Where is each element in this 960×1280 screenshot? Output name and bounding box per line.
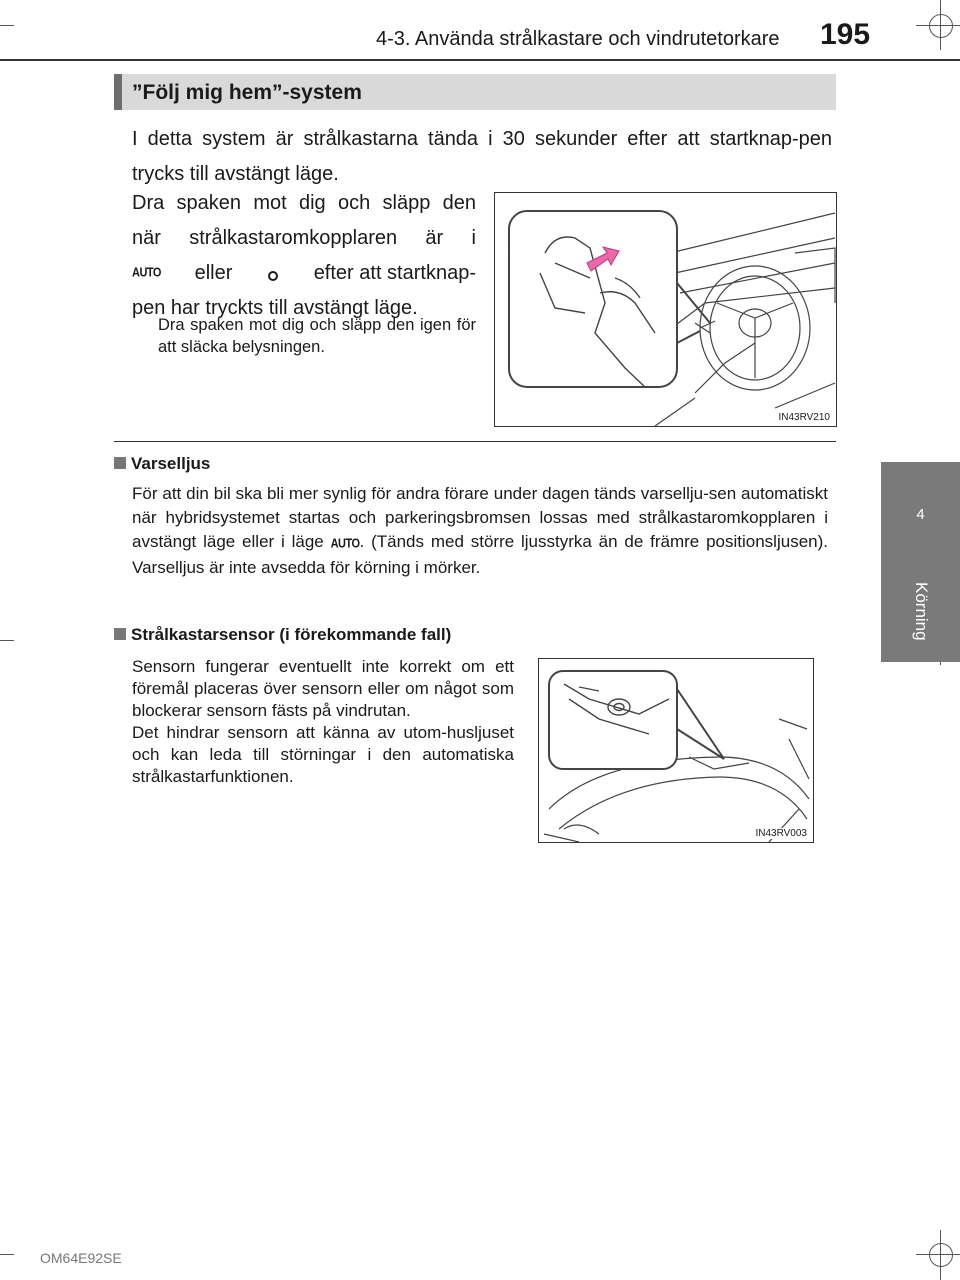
crop-mark xyxy=(0,1254,14,1255)
intro-paragraph: I detta system är strålkastarna tända i 30 sekunder efter att startknap-pen trycks till avstängt läge. xyxy=(132,128,832,185)
drl-heading-text: Varselljus xyxy=(131,454,211,473)
sensor-text: Det hindrar sensorn att känna av utom-husljuset och kan leda till störningar i den automatiska strålkastarfunktionen. xyxy=(132,723,514,786)
bullet-square xyxy=(114,457,126,469)
instruction-line: Dra spaken mot dig och släpp den xyxy=(132,192,476,214)
sensor-text: Sensorn fungerar eventuellt inte korrekt om ett föremål placeras över sensorn eller om något som blockerar sensorn fästs på vindrutan. xyxy=(132,657,514,720)
auto-mode-icon: AUTO xyxy=(330,536,360,552)
instruction-word: efter att startknap- xyxy=(313,262,476,284)
chapter-number: 4 xyxy=(916,506,925,523)
sensor-figure xyxy=(538,658,814,843)
drl-heading xyxy=(114,454,210,474)
crop-mark-circle xyxy=(929,14,953,38)
section-heading-bar xyxy=(114,74,836,110)
footer-watermark: OM64E92SE xyxy=(40,1250,122,1266)
figure-code: IN43RV210 xyxy=(778,412,830,423)
bullet-square xyxy=(114,628,126,640)
sensor-paragraph xyxy=(132,656,514,788)
section-marker xyxy=(114,74,122,110)
lever-figure xyxy=(494,192,837,427)
sensor-heading xyxy=(114,625,451,645)
instruction-line: pen har tryckts till avstängt läge. xyxy=(132,297,418,319)
drl-text: . (Tänds med större ljusstyrka än de främre positionsljusen). Varselljus är inte avsedda för körning i mörker. xyxy=(132,532,828,577)
figure-code: IN43RV003 xyxy=(755,828,807,839)
instruction-note: Dra spaken mot dig och släpp den igen för att släcka belysningen. xyxy=(158,316,476,356)
lever-illustration xyxy=(495,193,836,426)
instruction-line xyxy=(132,256,476,291)
chapter-label: Körning xyxy=(912,582,931,641)
running-header: 4-3. Använda strålkastare och vindrutetorkare xyxy=(376,28,780,50)
headlight-symbol-icon xyxy=(266,264,280,284)
sensor-illustration xyxy=(539,659,813,842)
page-number: 195 xyxy=(820,18,871,51)
instruction-word: eller xyxy=(194,262,233,284)
sensor-heading-text: Strålkastarsensor (i förekommande fall) xyxy=(131,625,452,644)
chapter-tab xyxy=(881,462,960,662)
instruction-paragraph xyxy=(132,186,476,326)
section-divider xyxy=(114,441,836,442)
crop-mark xyxy=(0,25,14,26)
header-rule xyxy=(0,59,960,61)
drl-paragraph xyxy=(132,482,828,580)
instruction-line: när strålkastaromkopplaren är i xyxy=(132,227,476,249)
crop-mark xyxy=(0,640,14,641)
crop-mark-circle xyxy=(929,1243,953,1267)
section-title: ”Följ mig hem”-system xyxy=(132,81,362,104)
auto-mode-icon: AUTO xyxy=(132,265,161,281)
drl-text: För att din bil ska bli mer synlig för andra förare under dagen tänds varsellju-sen automatiskt när hybridsystemet startas och parkeringsbromsen lossas med strålkastaromkopplaren i avstängt läge eller i läge xyxy=(132,484,828,551)
